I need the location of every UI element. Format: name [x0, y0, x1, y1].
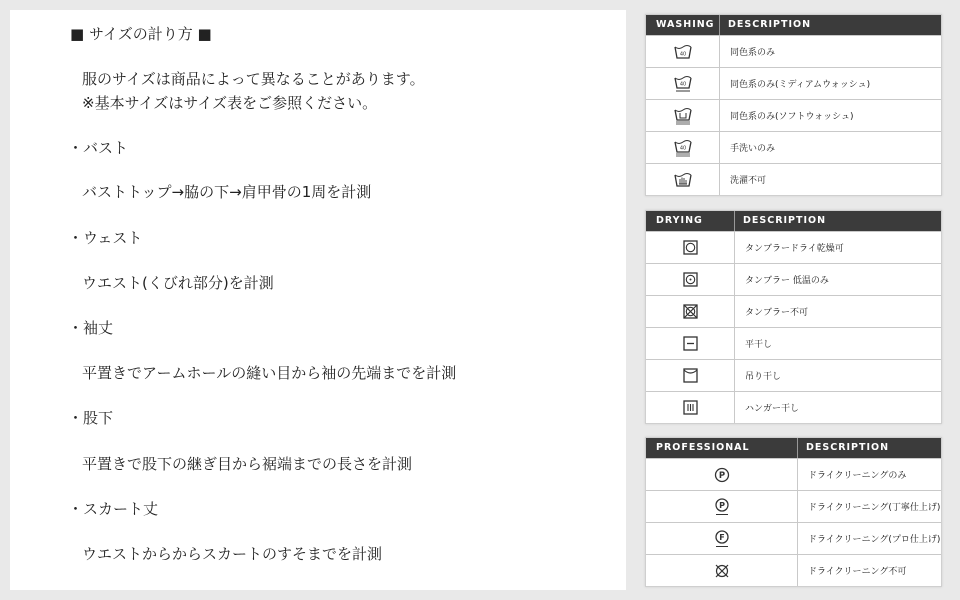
svg-text:F: F	[718, 532, 725, 542]
drying-table	[645, 210, 942, 424]
tumble-dry-icon	[683, 240, 698, 255]
drying-description-header: DESCRIPTION	[743, 215, 827, 226]
cleaning-row-label: ドライクリーニング不可	[808, 567, 907, 577]
cleaning-description-header: DESCRIPTION	[806, 442, 890, 453]
section-title-sleeve: ・袖丈	[68, 319, 114, 337]
cleaning-row-label: ドライクリーニング(丁寧仕上げ)	[808, 503, 941, 513]
section-title-waist: ・ウェスト	[68, 229, 143, 247]
hand-wash-icon	[674, 172, 692, 188]
cleaning-table-header	[646, 438, 941, 473]
washing-header: WASHING	[646, 15, 720, 35]
table-row	[646, 99, 941, 131]
dry-row-label: タンブラードライ乾燥可	[745, 244, 844, 254]
wash-30-gentle-icon	[674, 107, 692, 125]
dry-row-label: 平干し	[745, 340, 773, 350]
svg-text:P: P	[718, 470, 725, 481]
size-guide-heading: ■ サイズの計り方 ■	[70, 25, 212, 43]
dry-row-label: タンブラー不可	[745, 308, 809, 318]
cleaning-row-label: ドライクリーニング(プロ仕上げ)	[808, 535, 941, 545]
table-row	[646, 35, 941, 67]
professional-cleaning-header: PROFESSIONAL CLEANING	[646, 438, 798, 458]
dry-clean-p-icon	[714, 467, 730, 483]
table-row	[646, 263, 941, 295]
table-row	[646, 490, 941, 522]
cleaning-table	[645, 437, 942, 587]
section-desc-inseam: 平置きで股下の継ぎ目から裾端までの長さを計測	[82, 455, 413, 473]
wash-row-label: 同色系のみ(ミディアムウォッシュ)	[730, 80, 871, 90]
intro-line-2: ※基本サイズはサイズ表をご参照ください。	[82, 94, 378, 112]
svg-text:P: P	[718, 500, 725, 510]
wash-40-hand-icon	[674, 139, 692, 157]
table-row	[646, 554, 941, 586]
svg-text:40: 40	[679, 81, 686, 87]
wash-row-label: 同色系のみ(ソフトウォッシュ)	[730, 112, 854, 122]
size-guide-panel	[10, 10, 626, 590]
flat-dry-icon	[683, 336, 698, 351]
cleaning-row-label: ドライクリーニングのみ	[808, 471, 907, 481]
line-dry-icon	[683, 368, 698, 383]
no-dry-clean-icon	[714, 563, 730, 579]
svg-text:40: 40	[679, 51, 686, 57]
drying-header: DRYING	[646, 211, 735, 231]
wash-40-gentle-icon	[674, 75, 692, 93]
table-row	[646, 231, 941, 263]
table-row	[646, 327, 941, 359]
dry-clean-p-gentle-icon	[714, 498, 730, 516]
table-row	[646, 391, 941, 423]
table-row	[646, 131, 941, 163]
section-desc-bust: バストトップ→脇の下→肩甲骨の1周を計測	[82, 183, 372, 201]
drying-table-header	[646, 211, 941, 231]
dry-row-label: ハンガー干し	[745, 404, 800, 414]
section-desc-waist: ウエスト(くびれ部分)を計測	[82, 274, 274, 292]
section-desc-sleeve: 平置きでアームホールの縫い目から袖の先端までを計測	[82, 364, 457, 382]
table-row	[646, 67, 941, 99]
wash-40-icon	[674, 44, 692, 60]
tumble-dry-low-icon	[683, 272, 698, 287]
no-tumble-dry-icon	[683, 304, 698, 319]
table-row	[646, 163, 941, 195]
section-title-skirt: ・スカート丈	[68, 500, 159, 518]
washing-table	[645, 14, 942, 196]
wash-row-label: 手洗いのみ	[730, 144, 776, 154]
section-desc-skirt: ウエストからからスカートのすそまでを計測	[82, 545, 383, 563]
section-title-bust: ・バスト	[68, 139, 129, 157]
hanger-dry-icon	[683, 400, 698, 415]
table-row	[646, 359, 941, 391]
dry-row-label: 吊り干し	[745, 372, 782, 382]
wash-row-label: 洗濯不可	[730, 176, 767, 186]
wash-row-label: 同色系のみ	[730, 48, 776, 58]
table-row	[646, 458, 941, 490]
washing-description-header: DESCRIPTION	[728, 19, 812, 30]
section-title-inseam: ・股下	[68, 409, 114, 427]
intro-line-1: 服のサイズは商品によって異なることがあります。	[82, 70, 425, 88]
washing-table-header	[646, 15, 941, 35]
table-row	[646, 295, 941, 327]
dry-clean-f-icon	[714, 530, 730, 548]
svg-text:40: 40	[679, 145, 686, 151]
table-row	[646, 522, 941, 554]
dry-row-label: タンブラー 低温のみ	[745, 276, 829, 286]
